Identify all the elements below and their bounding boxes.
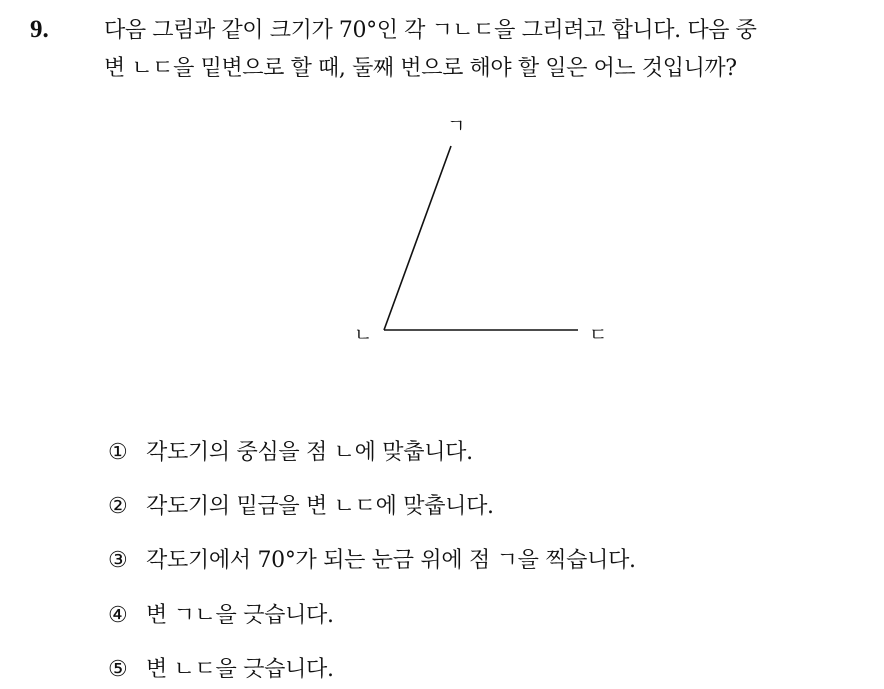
choice-3-mark: ③ <box>108 548 128 573</box>
question-line-2: 변 ㄴㄷ을 밑변으로 할 때, 둘째 번으로 해야 할 일은 어느 것입니까? <box>104 56 737 81</box>
choice-3[interactable] <box>108 546 636 576</box>
choice-1-mark: ① <box>108 440 128 465</box>
choice-5[interactable] <box>108 655 334 685</box>
choice-3-text: 각도기에서 70°가 되는 눈금 위에 점 ㄱ을 찍습니다. <box>146 548 636 573</box>
label-top-point: ㄱ <box>447 115 466 137</box>
question-number: 9. <box>30 16 49 43</box>
choice-1-text: 각도기의 중심을 점 ㄴ에 맞춥니다. <box>146 440 473 465</box>
choice-5-mark: ⑤ <box>108 657 128 682</box>
label-vertex-point: ㄴ <box>354 324 373 346</box>
choice-4-mark: ④ <box>108 603 128 628</box>
label-right-point: ㄷ <box>589 324 608 346</box>
choice-5-text: 변 ㄴㄷ을 긋습니다. <box>146 657 334 682</box>
question-line-1: 다음 그림과 같이 크기가 70°인 각 ㄱㄴㄷ을 그리려고 합니다. 다음 중 <box>104 18 757 43</box>
choice-2-mark: ② <box>108 494 128 519</box>
choice-4[interactable] <box>108 601 334 631</box>
choice-1[interactable] <box>108 438 473 468</box>
choice-2-text: 각도기의 밑금을 변 ㄴㄷ에 맞춥니다. <box>146 494 494 519</box>
choice-4-text: 변 ㄱㄴ을 긋습니다. <box>146 603 334 628</box>
ray-top <box>384 146 451 330</box>
choice-2[interactable] <box>108 492 494 522</box>
